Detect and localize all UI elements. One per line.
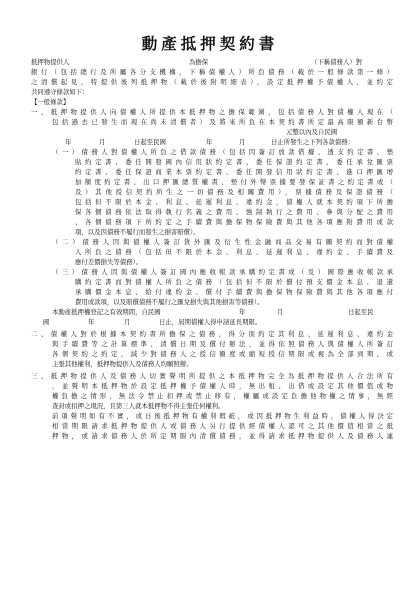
- clause-3-line-1: 三、抵押物提供人及債務人切實聲明所提供之本抵押物完全為抵押物提供人合法所有: [31, 372, 393, 380]
- clause-1-line-2: 包括過去已發生而現在尚未清償者）及將來所負在本契約書所定最高限額新台幣: [52, 118, 393, 126]
- intro-line-1: [31, 58, 393, 66]
- registration-year-end: 年: [88, 318, 95, 326]
- clause-1-item-3-line-4: 費用或款項，以及賠償債務不履行之匯兌損失與其他損害等債務）。: [75, 298, 264, 306]
- date-day-start: 日起至民國: [134, 138, 166, 146]
- registration-day-start: 日起至民: [348, 308, 374, 316]
- clause-2-line-1: 二、債權人對於根據本契約書所擔保之債務，得分別約定其利息、延遲利息、違約金: [31, 330, 393, 338]
- clause-1-item-2-line-1: （二）債務人因與債權人簽訂貨外匯及衍生性金融商品交易有關契約而對債權: [52, 238, 393, 246]
- clause-1-item-1-line-7: 保各個債務依法取得執行名義之費用、強制執行之費用、參與分配之費用: [75, 208, 393, 216]
- date-year-start: 年: [65, 138, 72, 146]
- clause-2-line-4: 主張其他權利，抵押物提供人及債務人均願照辦。: [52, 360, 193, 368]
- clause-2-line-2: 與手續費等之計算標準、清償日期及償付辦法，並得依照債務人與債權人所簽訂: [52, 340, 393, 348]
- registration-period-line-1: [52, 308, 393, 316]
- registration-month-end: 月: [124, 318, 131, 326]
- intro-provider-label: 抵押物提供人: [31, 58, 70, 66]
- clause-2-line-3: 各個契約之約定，減少對債務人之授信額度或縮短授信期限或視為全部到期，或: [52, 350, 393, 358]
- clause-1-item-1-line-6: 包括但不限於本金、利息、延遲利息、違約金，債權人就本契約項下所擔: [75, 198, 393, 206]
- clause-1-item-3-line-2: 購約定書而對債權人所負之債務（包括但不限於償付預支價金本息、退還: [75, 278, 393, 286]
- clause-3-line-2: ，並聲明本抵押物於設定抵押權予債權人時，無出租、出借或設定其他價值或物: [52, 382, 393, 390]
- clause-1-item-1-line-8: 、各個債務項下所約定之手續費與擔保物保險費與其他各項應附費用或款: [75, 218, 393, 226]
- clause-1-line-1: 一、抵押物提供人向債權人所提供本抵押物之擔保範圍，包括債務人對債權人現在（: [31, 108, 393, 116]
- registration-era-label: 國: [43, 318, 50, 326]
- clause-1-item-1-line-5: 及）其他授信契約所生之一切債務及相關費用），票據債務及保證債務（: [75, 188, 393, 196]
- intro-line-3: 之清償起見，特提供後列抵押物（載於後附明細表），設定抵押權予債權人，並約定: [31, 78, 393, 86]
- date-day-end: 日止所發生之下列各款債務：: [271, 138, 355, 146]
- clause-1-item-1-line-4: 加額度約定書、出口押匯總質權書、墊付外幣票據要發保証書之約定書或（: [75, 178, 393, 186]
- clause-3-line-4: 查封或扣押之現況，且第三人就本抵押物不得主張任何權利。: [52, 402, 225, 410]
- registration-year-start: 年: [239, 308, 246, 316]
- clause-1-item-3-line-1: （三）債務人因與債權人簽訂國內應收帳款承購約定書或（及）國際應收帳款承: [52, 268, 393, 276]
- registration-month-start: 月: [277, 308, 284, 316]
- clause-1-item-2-line-3: 應付差價損失等債務）。: [75, 258, 143, 266]
- clause-1-item-1-line-2: 貼約定書、委任開發國內信用狀約定書、委任保證約定書、委任承兌匯票: [75, 158, 393, 166]
- date-month-end: 月: [239, 138, 246, 146]
- section-heading-general: 【一般條款】: [31, 98, 70, 106]
- intro-debtor-label: （下稱債務人）對: [311, 58, 363, 66]
- intro-line-2: 銀行（包括總行及所屬各分支機構，下稱債權人）所負債務（載於一般條款第一條）: [31, 68, 393, 76]
- clause-1-item-1-line-9: 項，以及因債務不履行而發生之損害賠償）。: [75, 228, 200, 236]
- clause-3-line-3: 權負擔之情形，無法令禁止扣押或禁止移有，權屬或設定負擔他物權之情事，無經: [52, 392, 393, 400]
- clause-1-line-3: 元整以內及自民國: [286, 128, 338, 136]
- clause-3-line-7: 押物，或請求債務人於所定期限內清償債務，並得請求抵押物提供人及債務人連: [52, 432, 393, 440]
- clause-1-item-2-line-2: 人所負之債務（包括但不限於本金、利息、延遲利息、違約金、手續費及: [75, 248, 393, 256]
- clause-1-item-3-line-3: 承購價金本息、給付違約金、償付手續費與擔保物保險費與其他各項應付: [75, 288, 393, 296]
- date-month-start: 月: [99, 138, 106, 146]
- clause-3-line-6: 相當期限請求抵押物提供人或債務人另行提供經債權人認可之其他價值相當之抵: [52, 422, 393, 430]
- clause-1-item-1-line-3: 約定書、委任保證商業本票約定書、委任開發信用狀約定書、進口押匯增: [75, 168, 393, 176]
- registration-period-text: 本動產抵押權登記之有效期間，自民國: [52, 308, 161, 316]
- clause-3-line-5: 前項聲明如有不實，或日後抵押物有權利瑕疵，或因抵押物生利益時，債權人得決定: [52, 412, 393, 420]
- registration-day-end-text: 日止，屆期債權人得申請延長期限。: [159, 318, 262, 326]
- date-year-end: 年: [206, 138, 213, 146]
- clause-1-item-1-line-1: （一）債務人對債權人所負之借款債務（包括因簽訂放款借據、透支約定書、墊: [52, 148, 393, 156]
- document-title: 動產抵押契約書: [141, 34, 279, 53]
- intro-guarantee-label: 為擔保: [189, 58, 209, 66]
- intro-line-4: 共同遵守條款如下：: [31, 88, 89, 96]
